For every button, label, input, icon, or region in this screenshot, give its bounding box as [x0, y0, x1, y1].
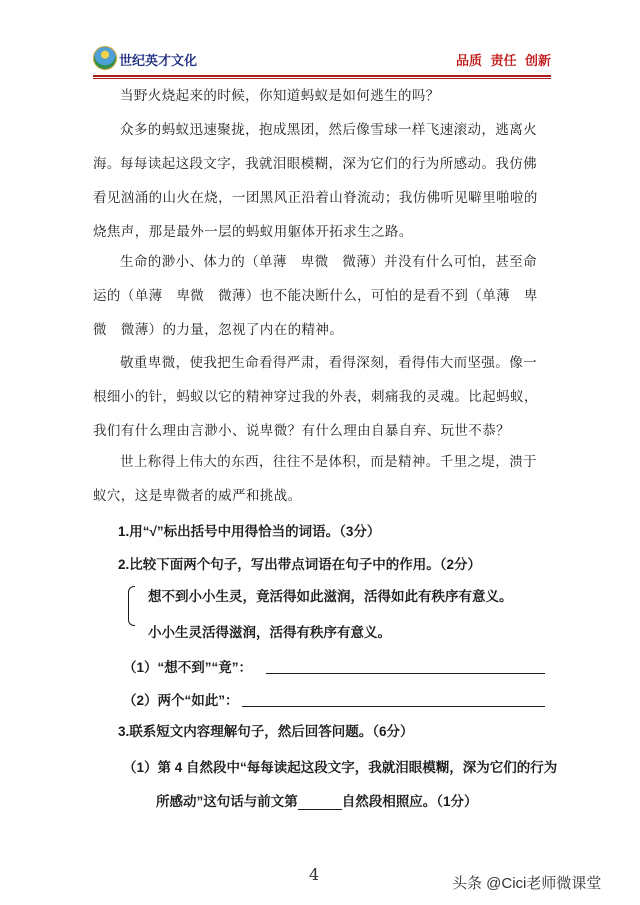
- header-slogan: 品质 责任 创新: [455, 54, 551, 69]
- question-2-part-2: （2）两个“如此”：: [123, 693, 239, 708]
- passage-paragraph-5: 敬重卑微，使我把生命看得严肃，看得深刻，看得伟大而坚强。像一根细小的针，蚂蚁以它的精神穿过我的外表，刺痛我的灵魂。比起蚂蚁，我们有什么理由言渺小、说卑微？有什么理由自暴自弃、玩世不恭？: [93, 355, 538, 439]
- page-number: 4: [309, 865, 320, 884]
- question-3: 3.联系短文内容理解句子，然后回答问题。（6分）: [118, 724, 414, 739]
- answer-blank-3-1[interactable]: [298, 795, 342, 810]
- brand-name: 世纪英才文化: [119, 54, 198, 69]
- question-3-part-1-cont: [156, 790, 478, 810]
- watermark-text: 头条 @Cici老师微课堂: [452, 875, 602, 892]
- question-3-part-1-text-a: 所感动”这句话与前文第: [156, 794, 298, 809]
- page-header: [93, 46, 551, 74]
- brand-logo-icon: [93, 46, 117, 70]
- passage-paragraph-2: 众多的蚂蚁迅速聚拢，抱成黑团，然后像雪球一样飞速滚动，逃离火海。: [93, 122, 537, 172]
- header-rule: [93, 75, 551, 77]
- compare-brace: [128, 586, 135, 626]
- question-2: 2.比较下面两个句子，写出带点词语在句子中的作用。（2分）: [118, 557, 482, 572]
- compare-sentence-2: 小小生灵活得滋润，活得有秩序有意义。: [148, 625, 391, 640]
- compare-sentence-1: 想不到小小生灵，竟活得如此滋润，活得如此有秩序有意义。: [148, 589, 513, 604]
- answer-line-2-1[interactable]: [266, 673, 545, 674]
- passage-paragraph-4: 生命的渺小、体力的（单薄 卑微 微薄）并没有什么可怕，甚至命运的（单薄 卑微 微薄）也不能决断什么，可怕的是看不到（单薄 卑微 微薄）的力量，忽视了内在的精神。: [93, 254, 538, 338]
- question-3-part-1: （1）第 4 自然段中“每每读起这段文字，我就泪眼模糊，深为它们的行为: [123, 760, 558, 775]
- question-3-part-1-text-b: 自然段相照应。（1分）: [341, 794, 478, 809]
- passage-paragraph-3: 每每读起这段文字，我就泪眼模糊，深为它们的行为所感动。我仿佛看见汹涌的山火在烧，一团黑风正沿着山脊流动；我仿佛听见噼里啪啦的烧焦声，那是最外一层的蚂蚁用躯体开拓求生之路。: [93, 156, 538, 240]
- passage-paragraph-6: 世上称得上伟大的东西，往往不是体积，而是精神。千里之堤，溃于蚁穴，这是卑微者的威严和挑战。: [93, 454, 537, 504]
- passage-paragraph-1: 当野火烧起来的时候，你知道蚂蚁是如何逃生的吗？: [120, 88, 440, 104]
- question-1: 1.用“√”标出括号中用得恰当的词语。（3分）: [118, 524, 381, 539]
- answer-line-2-2[interactable]: [242, 706, 545, 707]
- question-2-part-1: （1）“想不到”“竟”：: [123, 660, 253, 675]
